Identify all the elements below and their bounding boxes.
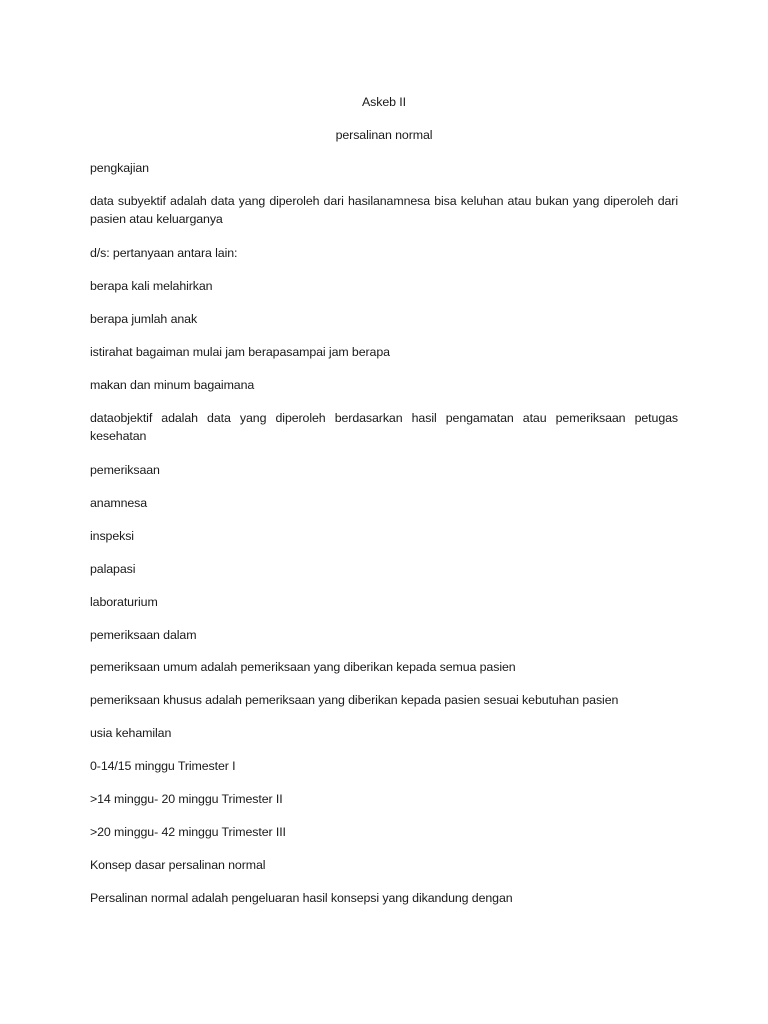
paragraph-line: pemeriksaan dalam: [90, 628, 197, 642]
paragraph-line: berapa jumlah anak: [90, 312, 198, 326]
paragraph-line: data subyektif adalah data yang diperoleh dari hasilanamnesa bisa keluhan atau bukan yang diperoleh dari pasien atau keluarganya: [90, 194, 678, 226]
paragraph-line: anamnesa: [90, 496, 148, 510]
document-subtitle: persalinan normal: [335, 128, 433, 142]
paragraph-line: 0-14/15 minggu Trimester I: [90, 759, 236, 773]
paragraph-line: pemeriksaan umum adalah pemeriksaan yang diberikan kepada semua pasien: [90, 660, 516, 674]
paragraph-line: >20 minggu- 42 minggu Trimester III: [90, 825, 286, 839]
paragraph-line: pemeriksaan khusus adalah pemeriksaan yang diberikan kepada pasien sesuai kebutuhan pasien: [90, 693, 619, 707]
paragraph-line: istirahat bagaiman mulai jam berapasampai jam berapa: [90, 345, 390, 359]
paragraph-line: inspeksi: [90, 529, 134, 543]
paragraph-line: usia kehamilan: [90, 726, 172, 740]
paragraph-line: makan dan minum bagaimana: [90, 378, 255, 392]
paragraph-line: Persalinan normal adalah pengeluaran hasil konsepsi yang dikandung dengan: [90, 891, 513, 905]
document-title: Askeb II: [362, 95, 406, 109]
paragraph-line: d/s: pertanyaan antara lain:: [90, 246, 238, 260]
paragraph-line: pemeriksaan: [90, 463, 160, 477]
paragraph-line: palapasi: [90, 562, 136, 576]
paragraph-line: pengkajian: [90, 161, 149, 175]
paragraph-line: berapa kali melahirkan: [90, 279, 213, 293]
paragraph-line: laboraturium: [90, 595, 158, 609]
paragraph-line: Konsep dasar persalinan normal: [90, 858, 266, 872]
paragraph-line: dataobjektif adalah data yang diperoleh berdasarkan hasil pengamatan atau pemeriksaan petugas kesehatan: [90, 411, 678, 443]
paragraph-line: >14 minggu- 20 minggu Trimester II: [90, 792, 283, 806]
